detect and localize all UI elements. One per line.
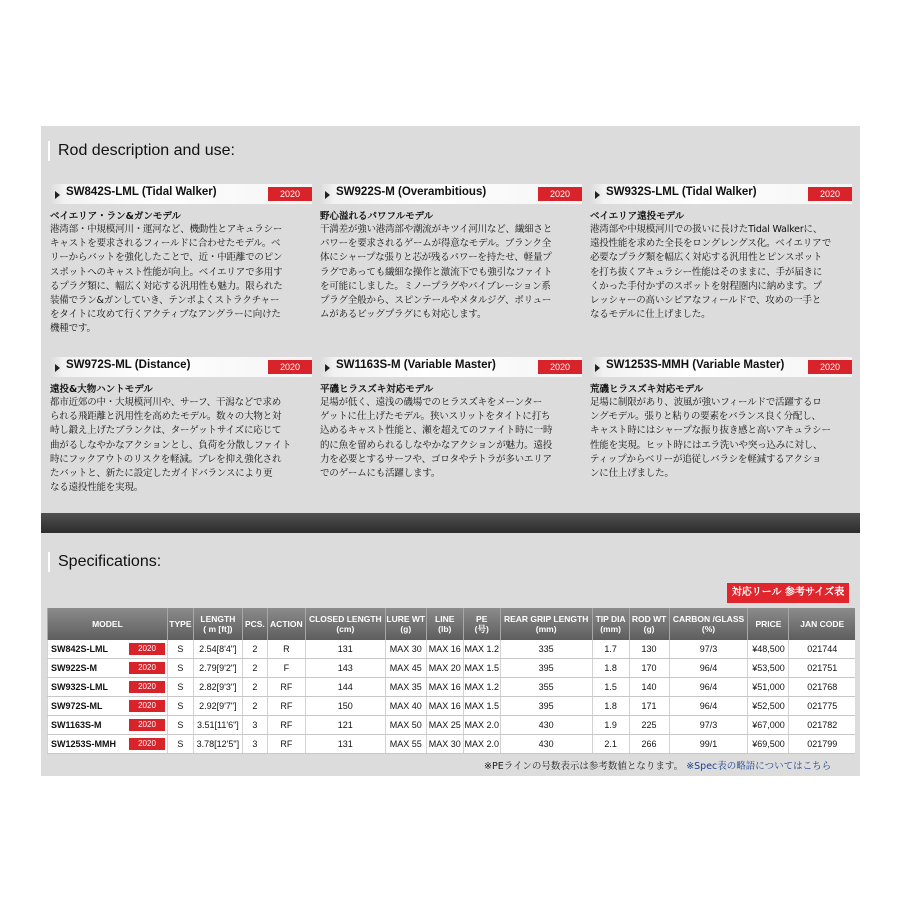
spec-header-unit: (g): [643, 624, 655, 634]
spec-table-header: [48, 608, 856, 640]
type-cell: S: [167, 678, 193, 697]
type-cell: S: [167, 640, 193, 659]
rod-description-line: 装備でラン&ガンしていき、テンポよくストラクチャー: [50, 295, 280, 307]
line-cell: MAX 20: [426, 659, 463, 678]
model-cell: [48, 678, 168, 697]
model-name: SW922S-M: [51, 663, 98, 673]
line-cell: MAX 16: [426, 697, 463, 716]
grip-cell: 430: [500, 716, 592, 735]
grip-cell: 335: [500, 640, 592, 659]
pcs-cell: 3: [242, 735, 267, 754]
closed-cell: 143: [305, 659, 385, 678]
spec-header-label: PCS.: [244, 619, 265, 629]
year-badge: 2020: [808, 360, 852, 374]
action-cell: RF: [267, 735, 305, 754]
action-cell: R: [267, 640, 305, 659]
spec-header-label: TYPE: [169, 619, 192, 629]
rod-description-line: たバットと、新たに設定したガイドバランスにより更: [50, 468, 273, 480]
price-cell: ¥52,500: [748, 697, 789, 716]
rod-description-line: キャスト時にはシャープな振り抜き感と高いアキュラシー: [590, 425, 831, 437]
jan-cell: 021744: [789, 640, 855, 659]
model-cell: [48, 735, 168, 754]
rod-description-line: 遠投性能を求めた全長をロングレングス化。ベイエリアで: [590, 238, 831, 250]
jan-cell: 021799: [789, 735, 855, 754]
rod-description-line: ムがあるビッグプラグにも対応します。: [320, 309, 487, 321]
rod-description-line: リーからバットを強化したことで、近・中距離でのピン: [50, 252, 283, 264]
spec-header-cell: [267, 608, 305, 640]
rod-subtitle: 遠投&大物ハントモデル: [50, 384, 153, 395]
carbon-cell: 96/4: [669, 678, 748, 697]
rod-description-text: [50, 396, 312, 495]
lure-cell: MAX 55: [385, 735, 426, 754]
spec-header-label: PRICE: [755, 619, 782, 629]
price-cell: ¥51,000: [748, 678, 789, 697]
rod-description-line: を可能にしました。ミノープラグやバイブレーション系: [320, 280, 551, 292]
footnote: [484, 758, 831, 772]
spec-header-unit: (mm): [535, 624, 557, 634]
rod-description-line: 必要なプラグ類を幅広く対応する汎用性とピンスポット: [590, 252, 823, 264]
pcs-cell: 2: [242, 640, 267, 659]
table-row: [48, 678, 856, 697]
specifications-title: Specifications:: [48, 552, 161, 572]
pcs-cell: 3: [242, 716, 267, 735]
pcs-cell: 2: [242, 678, 267, 697]
action-cell: F: [267, 659, 305, 678]
price-cell: ¥67,000: [748, 716, 789, 735]
rod-subtitle: 平磯ヒラスズキ対応モデル: [320, 384, 434, 395]
pe-cell: MAX 1.2: [463, 678, 500, 697]
spec-table: [47, 608, 855, 754]
closed-cell: 121: [305, 716, 385, 735]
arrow-icon: [55, 364, 60, 372]
spec-header-label: CARBON /GLASS: [672, 614, 745, 624]
rod-card-header: [590, 184, 852, 204]
line-cell: MAX 25: [426, 716, 463, 735]
type-cell: S: [167, 697, 193, 716]
rod-description-line: スポットへのキャスト性能が向上。ベイエリアで多用す: [50, 266, 283, 278]
spec-header-unit: (lb): [438, 624, 452, 634]
year-badge: 2020: [129, 643, 165, 655]
rod-description-line: 足場が低く、遠浅の磯場でのヒラスズキをメーンター: [320, 397, 543, 408]
rod-description-text: [320, 396, 582, 481]
spec-header-label: TIP DIA: [595, 614, 626, 624]
price-cell: ¥53,500: [748, 659, 789, 678]
year-badge: 2020: [129, 719, 165, 731]
arrow-icon: [595, 364, 600, 372]
rodwt-cell: 171: [629, 697, 669, 716]
tip-cell: 1.8: [592, 697, 629, 716]
spec-header-label: CLOSED LENGTH: [308, 614, 382, 624]
length-cell: 2.92[9'7"]: [193, 697, 242, 716]
closed-cell: 144: [305, 678, 385, 697]
spec-header-label: LURE WT: [386, 614, 426, 624]
length-cell: 2.54[8'4"]: [193, 640, 242, 659]
rod-description-line: でのゲームにも活躍します。: [320, 468, 441, 480]
spec-header-unit: (mm): [600, 624, 621, 634]
rod-description-line: 干満差が強い港湾部や潮流がキツイ河川など、繊細さと: [320, 224, 553, 235]
rod-description-line: 峙し鍛え上げたブランクは、ターゲットサイズに応じて: [50, 425, 282, 437]
arrow-icon: [325, 191, 330, 199]
rod-description-line: 時にフックアウトのリスクを軽減。ブレを抑え強化され: [50, 453, 282, 465]
rod-name: SW842S-LML (Tidal Walker): [66, 186, 217, 198]
rod-description-line: ンに仕上げました。: [590, 468, 674, 480]
type-cell: S: [167, 716, 193, 735]
spec-header-label: MODEL: [92, 619, 123, 629]
year-badge: 2020: [268, 360, 312, 374]
rod-card: [320, 184, 582, 322]
rodwt-cell: 266: [629, 735, 669, 754]
tip-cell: 1.7: [592, 640, 629, 659]
spec-header-label: LENGTH: [200, 614, 236, 624]
closed-cell: 131: [305, 735, 385, 754]
year-badge: 2020: [129, 681, 165, 693]
rod-description-line: キャストを要求されるフィールドに合わせたモデル。ベ: [50, 238, 281, 250]
year-badge: 2020: [268, 187, 312, 201]
spec-header-cell: [242, 608, 267, 640]
rod-description-line: 曲がるしなやかなアクションとし、負荷を分散しファイト: [50, 439, 292, 451]
rod-description-line: 体にシャープな張りと芯が残るパワーを持たせ、軽量プ: [320, 252, 552, 264]
jan-cell: 021768: [789, 678, 855, 697]
spec-header-unit: (%): [701, 624, 716, 634]
tip-cell: 1.5: [592, 678, 629, 697]
spec-header-unit: (号): [474, 624, 489, 634]
spec-header-cell: [48, 608, 168, 640]
model-cell: [48, 640, 168, 659]
rodwt-cell: 225: [629, 716, 669, 735]
reel-size-chart-button[interactable]: 対応リール 参考サイズ表: [727, 583, 849, 603]
rod-name: SW922S-M (Overambitious): [336, 186, 487, 198]
spec-header-unit: (cm): [336, 624, 355, 634]
rod-card: [50, 184, 312, 337]
pe-cell: MAX 1.5: [463, 697, 500, 716]
rod-name: SW932S-LML (Tidal Walker): [606, 186, 757, 198]
action-cell: RF: [267, 697, 305, 716]
rod-description-line: 港湾部・中規模河川・運河など、機動性とアキュラシー: [50, 224, 283, 235]
spec-header-label: ROD WT: [631, 614, 667, 624]
carbon-cell: 96/4: [669, 659, 748, 678]
rod-description-line: ティップからベリーが追従しバラシを軽減するアクショ: [590, 453, 822, 465]
line-cell: MAX 16: [426, 640, 463, 659]
rod-subtitle: ベイエリア・ラン&ガンモデル: [50, 211, 181, 222]
length-cell: 2.82[9'3"]: [193, 678, 242, 697]
rod-card-header: [320, 357, 582, 377]
rodwt-cell: 140: [629, 678, 669, 697]
action-cell: RF: [267, 716, 305, 735]
rod-card-header: [320, 184, 582, 204]
year-badge: 2020: [538, 360, 582, 374]
rod-description-line: ゲットに仕上げたモデル。狭いスリットをタイトに打ち: [320, 411, 551, 423]
jan-cell: 021782: [789, 716, 855, 735]
rod-subtitle: 野心溢れるパワフルモデル: [320, 211, 434, 222]
rodwt-cell: 170: [629, 659, 669, 678]
rod-description-text: [50, 223, 312, 337]
rod-subtitle: ベイエリア遠投モデル: [590, 211, 685, 222]
model-name: SW972S-ML: [51, 701, 103, 711]
spec-header-label: REAR GRIP LENGTH: [503, 614, 589, 624]
model-name: SW1253S-MMH: [51, 739, 117, 749]
rod-description-line: プラグ全般から、スピンテールやメタルジグ、ボリュー: [320, 295, 552, 307]
rod-card: [320, 357, 582, 481]
model-name: SW932S-LML: [51, 682, 109, 692]
rod-card-header: [50, 184, 312, 204]
jan-cell: 021775: [789, 697, 855, 716]
carbon-cell: 99/1: [669, 735, 748, 754]
grip-cell: 430: [500, 735, 592, 754]
pe-cell: MAX 2.0: [463, 716, 500, 735]
tip-cell: 2.1: [592, 735, 629, 754]
line-cell: MAX 16: [426, 678, 463, 697]
rod-description-line: 足場に制限があり、波風が強いフィールドで活躍するロ: [590, 397, 822, 408]
length-cell: 2.79[9'2"]: [193, 659, 242, 678]
rod-description-line: 込めるキャスト性能と、瀬を超えてのファイト時に一時: [320, 425, 553, 437]
rod-description-line: をタイトに攻めて行くアクティブなアングラーに向けた: [50, 309, 281, 321]
rod-description-line: ングモデル。張りと粘りの要素をバランス良く分配し、: [590, 411, 821, 423]
pcs-cell: 2: [242, 659, 267, 678]
rod-card-header: [590, 357, 852, 377]
rod-description-line: 性能を実現。ヒット時にはエラ洗いや突っ込みに対し、: [590, 439, 823, 451]
spec-header-cell: [629, 608, 669, 640]
section-divider: [41, 513, 860, 533]
spec-header-cell: [500, 608, 592, 640]
rod-card: [50, 357, 312, 495]
table-row: [48, 697, 856, 716]
jan-cell: 021751: [789, 659, 855, 678]
spec-abbreviation-link[interactable]: ※Spec表の略語についてはこちら: [686, 761, 832, 772]
year-badge: 2020: [129, 700, 165, 712]
spec-header-cell: [193, 608, 242, 640]
action-cell: RF: [267, 678, 305, 697]
rod-description-line: レッシャーの高いシビアなフィールドで、攻めの一手と: [590, 295, 822, 307]
tip-cell: 1.9: [592, 716, 629, 735]
rod-description-line: パワーを要求されるゲームが得意なモデル。ブランク全: [320, 238, 552, 250]
lure-cell: MAX 45: [385, 659, 426, 678]
rod-card: [590, 357, 852, 481]
table-row: [48, 640, 856, 659]
type-cell: S: [167, 735, 193, 754]
spec-header-label: JAN CODE: [800, 619, 845, 629]
rod-description-line: 機種です。: [50, 323, 96, 335]
spec-header-cell: [385, 608, 426, 640]
arrow-icon: [595, 191, 600, 199]
lure-cell: MAX 40: [385, 697, 426, 716]
grip-cell: 395: [500, 659, 592, 678]
arrow-icon: [325, 364, 330, 372]
rod-description-text: [590, 396, 852, 481]
lure-cell: MAX 50: [385, 716, 426, 735]
table-row: [48, 659, 856, 678]
spec-header-cell: [426, 608, 463, 640]
rod-description-line: るプラグ類に、幅広く対応する汎用性も魅力。限られた: [50, 280, 283, 292]
model-name: SW1163S-M: [51, 720, 102, 730]
spec-header-label: PE: [476, 614, 488, 624]
price-cell: ¥48,500: [748, 640, 789, 659]
rod-description-line: なる遠投性能を実現。: [50, 482, 144, 494]
rod-description-line: 都市近郊の中・大規模河川や、サーフ、干潟などで求め: [50, 397, 282, 408]
closed-cell: 150: [305, 697, 385, 716]
grip-cell: 395: [500, 697, 592, 716]
spec-header-cell: [592, 608, 629, 640]
line-cell: MAX 30: [426, 735, 463, 754]
spec-header-cell: [305, 608, 385, 640]
rod-description-line: 港湾部や中規模河川での扱いに長けたTidal Walkerに、: [590, 224, 823, 235]
year-badge: 2020: [808, 187, 852, 201]
spec-header-cell: [463, 608, 500, 640]
length-cell: 3.51[11'6"]: [193, 716, 242, 735]
grip-cell: 355: [500, 678, 592, 697]
year-badge: 2020: [538, 187, 582, 201]
rod-description-line: なるモデルに仕上げました。: [590, 309, 711, 321]
rod-card: [590, 184, 852, 322]
rod-description-line: 力を必要とするサーフや、ゴロタやテトラが多いエリア: [320, 453, 552, 465]
carbon-cell: 97/3: [669, 716, 748, 735]
rod-name: SW1163S-M (Variable Master): [336, 359, 496, 371]
rod-name: SW972S-ML (Distance): [66, 359, 191, 371]
pe-cell: MAX 1.5: [463, 659, 500, 678]
carbon-cell: 97/3: [669, 640, 748, 659]
table-row: [48, 735, 856, 754]
spec-header-cell: [748, 608, 789, 640]
rodwt-cell: 130: [629, 640, 669, 659]
spec-header-label: ACTION: [270, 619, 303, 629]
spec-header-unit: ( m [ft]): [203, 624, 233, 634]
rod-description-line: くかった手付かずのスポットを射程圏内に納めます。プ: [590, 280, 822, 292]
lure-cell: MAX 35: [385, 678, 426, 697]
year-badge: 2020: [129, 662, 165, 674]
spec-header-cell: [167, 608, 193, 640]
tip-cell: 1.8: [592, 659, 629, 678]
rod-description-title: Rod description and use:: [48, 141, 235, 161]
pe-cell: MAX 2.0: [463, 735, 500, 754]
model-name: SW842S-LML: [51, 644, 109, 654]
spec-header-label: LINE: [435, 614, 455, 624]
pe-cell: MAX 1.2: [463, 640, 500, 659]
table-row: [48, 716, 856, 735]
spec-header-cell: [789, 608, 855, 640]
closed-cell: 131: [305, 640, 385, 659]
lure-cell: MAX 30: [385, 640, 426, 659]
rod-name: SW1253S-MMH (Variable Master): [606, 359, 785, 371]
rod-description-line: られる飛距離と汎用性を高めたモデル。数々の大物と対: [50, 411, 282, 423]
rod-description-text: [320, 223, 582, 322]
length-cell: 3.78[12'5"]: [193, 735, 242, 754]
carbon-cell: 96/4: [669, 697, 748, 716]
rod-card-header: [50, 357, 312, 377]
model-cell: [48, 659, 168, 678]
rod-subtitle: 荒磯ヒラスズキ対応モデル: [590, 384, 704, 395]
spec-header-cell: [669, 608, 748, 640]
rod-description-line: を打ち抜くアキュラシー性能はそのままに、手が届きに: [590, 266, 823, 278]
year-badge: 2020: [129, 738, 165, 750]
model-cell: [48, 716, 168, 735]
rod-description-text: [590, 223, 852, 322]
spec-header-unit: (g): [400, 624, 412, 634]
model-cell: [48, 697, 168, 716]
rod-description-line: ラグであっても繊細な操作と激流下でも強引なファイト: [320, 266, 553, 278]
arrow-icon: [55, 191, 60, 199]
rod-description-line: 的に魚を留められるしなやかなアクションが魅力。遠投: [320, 439, 553, 451]
price-cell: ¥69,500: [748, 735, 789, 754]
footnote-text: ※PEラインの号数表示は参考数値となります。: [484, 761, 684, 772]
type-cell: S: [167, 659, 193, 678]
pcs-cell: 2: [242, 697, 267, 716]
